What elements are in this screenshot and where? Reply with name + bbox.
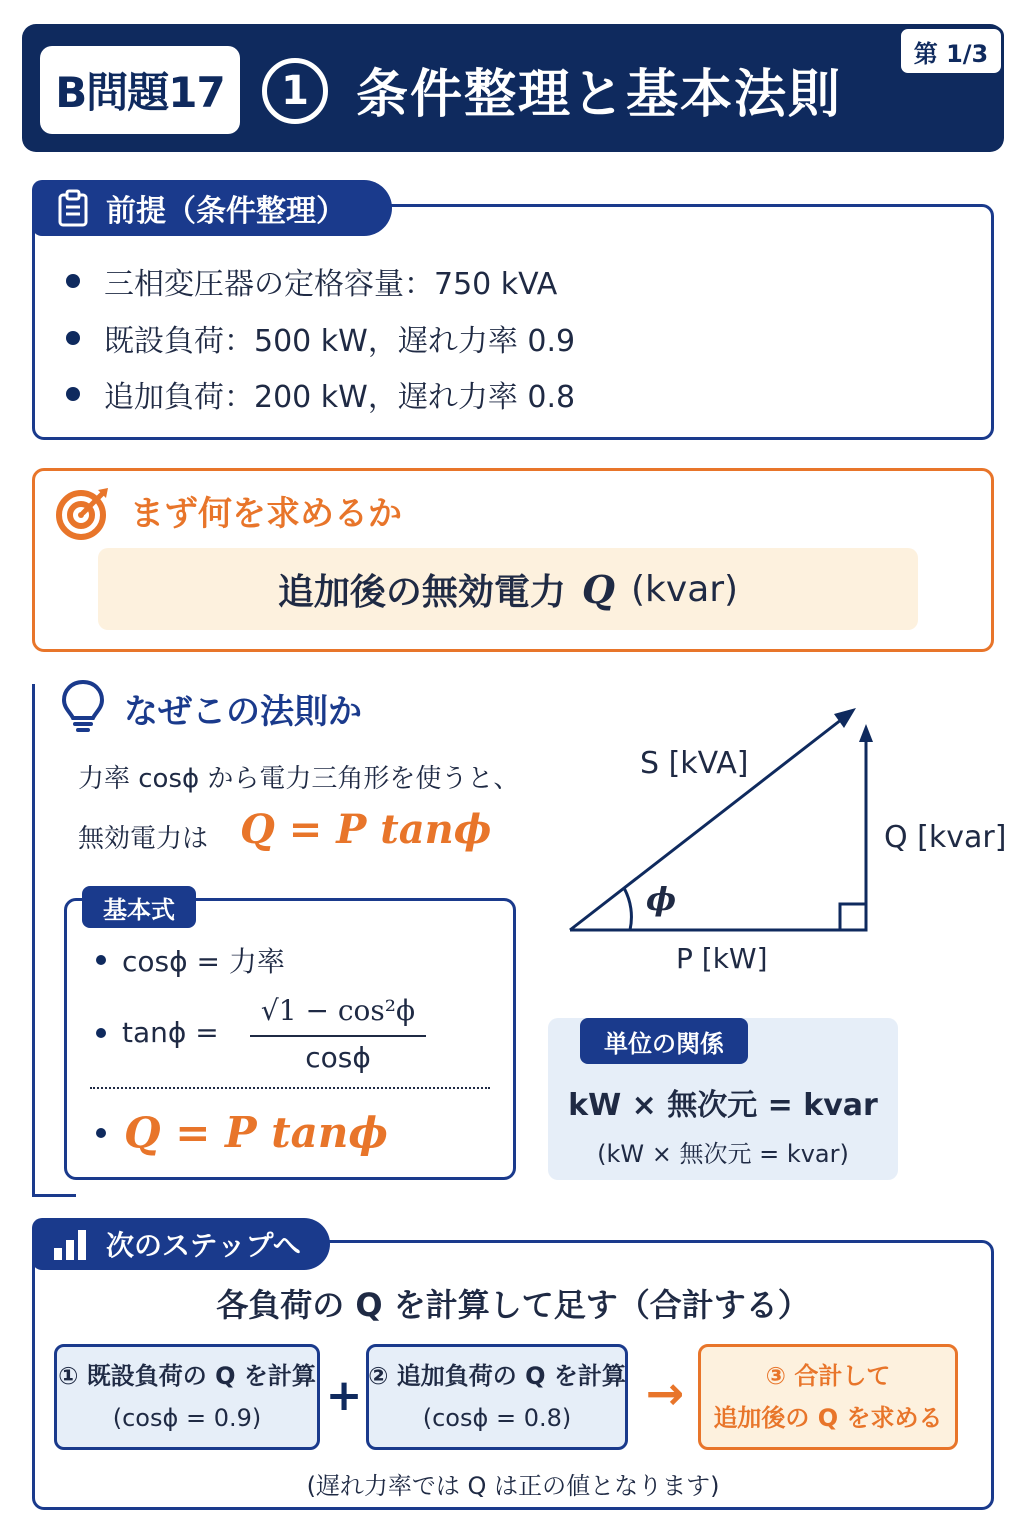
hypotenuse-label: S [kVA] xyxy=(640,746,749,781)
bullet-icon xyxy=(66,274,80,288)
fraction-bar xyxy=(250,1035,426,1037)
bullet-icon xyxy=(66,387,80,401)
goal-title: まず何を求めるか xyxy=(130,494,402,534)
step-marker: 1 xyxy=(262,58,328,124)
premise-title: 前提（条件整理） xyxy=(32,180,392,236)
clipboard-icon xyxy=(54,189,92,227)
key-formula: Q = P tanϕ xyxy=(240,806,492,853)
explanation-line: 無効電力は xyxy=(78,824,209,854)
target-icon xyxy=(54,484,112,542)
divider xyxy=(90,1087,490,1089)
bullet-icon xyxy=(96,1028,106,1038)
goal-target: 追加後の無効電力 Q (kvar) xyxy=(98,548,918,630)
next-steps-title: 次のステップへ xyxy=(32,1218,330,1270)
step-card: ③ 合計して 追加後の Q を求める xyxy=(698,1344,958,1450)
reactive-side-label: Q [kvar] xyxy=(884,820,1007,855)
why-title: なぜこの法則か xyxy=(124,692,362,732)
formula-box-title: 基本式 xyxy=(82,886,196,928)
arrow-right-icon: → xyxy=(645,1366,685,1420)
bullet-icon xyxy=(96,1128,106,1138)
base-side-label: P [kW] xyxy=(676,942,768,975)
premise-item: 追加負荷：200 kW，遅れ力率 0.8 xyxy=(66,372,575,416)
section-bracket xyxy=(32,684,35,1196)
page-title: 条件整理と基本法則 xyxy=(356,65,843,125)
footnote: (遅れ力率では Q は正の値となります) xyxy=(306,1472,720,1500)
formula-row: tanϕ = xyxy=(96,1016,219,1049)
fraction-denominator: cosϕ xyxy=(305,1041,371,1074)
step-card: ② 追加負荷の Q を計算 (cosϕ = 0.8) xyxy=(366,1344,628,1450)
premise-item: 三相変圧器の定格容量：750 kVA xyxy=(66,259,557,303)
step-card: ① 既設負荷の Q を計算 (cosϕ = 0.9) xyxy=(54,1344,320,1450)
unit-relation-title: 単位の関係 xyxy=(580,1018,748,1064)
angle-label: ϕ xyxy=(646,880,677,918)
bullet-icon xyxy=(96,955,106,965)
explanation-line: 力率 cosϕ から電力三角形を使うと、 xyxy=(78,764,520,794)
next-steps-headline: 各負荷の Q を計算して足す（合計する） xyxy=(216,1286,810,1324)
formula-row: cosϕ = 力率 xyxy=(96,940,285,980)
unit-relation-main: kW × 無次元 = kvar xyxy=(568,1088,878,1123)
formula-row: Q = P tanϕ xyxy=(96,1108,388,1157)
problem-badge: B問題17 xyxy=(40,46,240,134)
lightbulb-icon xyxy=(60,678,106,734)
page-indicator: 第 1/3 xyxy=(898,26,1004,76)
bullet-icon xyxy=(66,331,80,345)
unit-relation-sub: (kW × 無次元 = kvar) xyxy=(597,1140,849,1168)
premise-item: 既設負荷：500 kW，遅れ力率 0.9 xyxy=(66,316,575,360)
plus-icon: + xyxy=(325,1370,363,1421)
fraction-numerator: √1 − cos²ϕ xyxy=(260,994,416,1027)
bar-chart-icon xyxy=(52,1228,88,1260)
section-bracket xyxy=(32,1194,76,1197)
